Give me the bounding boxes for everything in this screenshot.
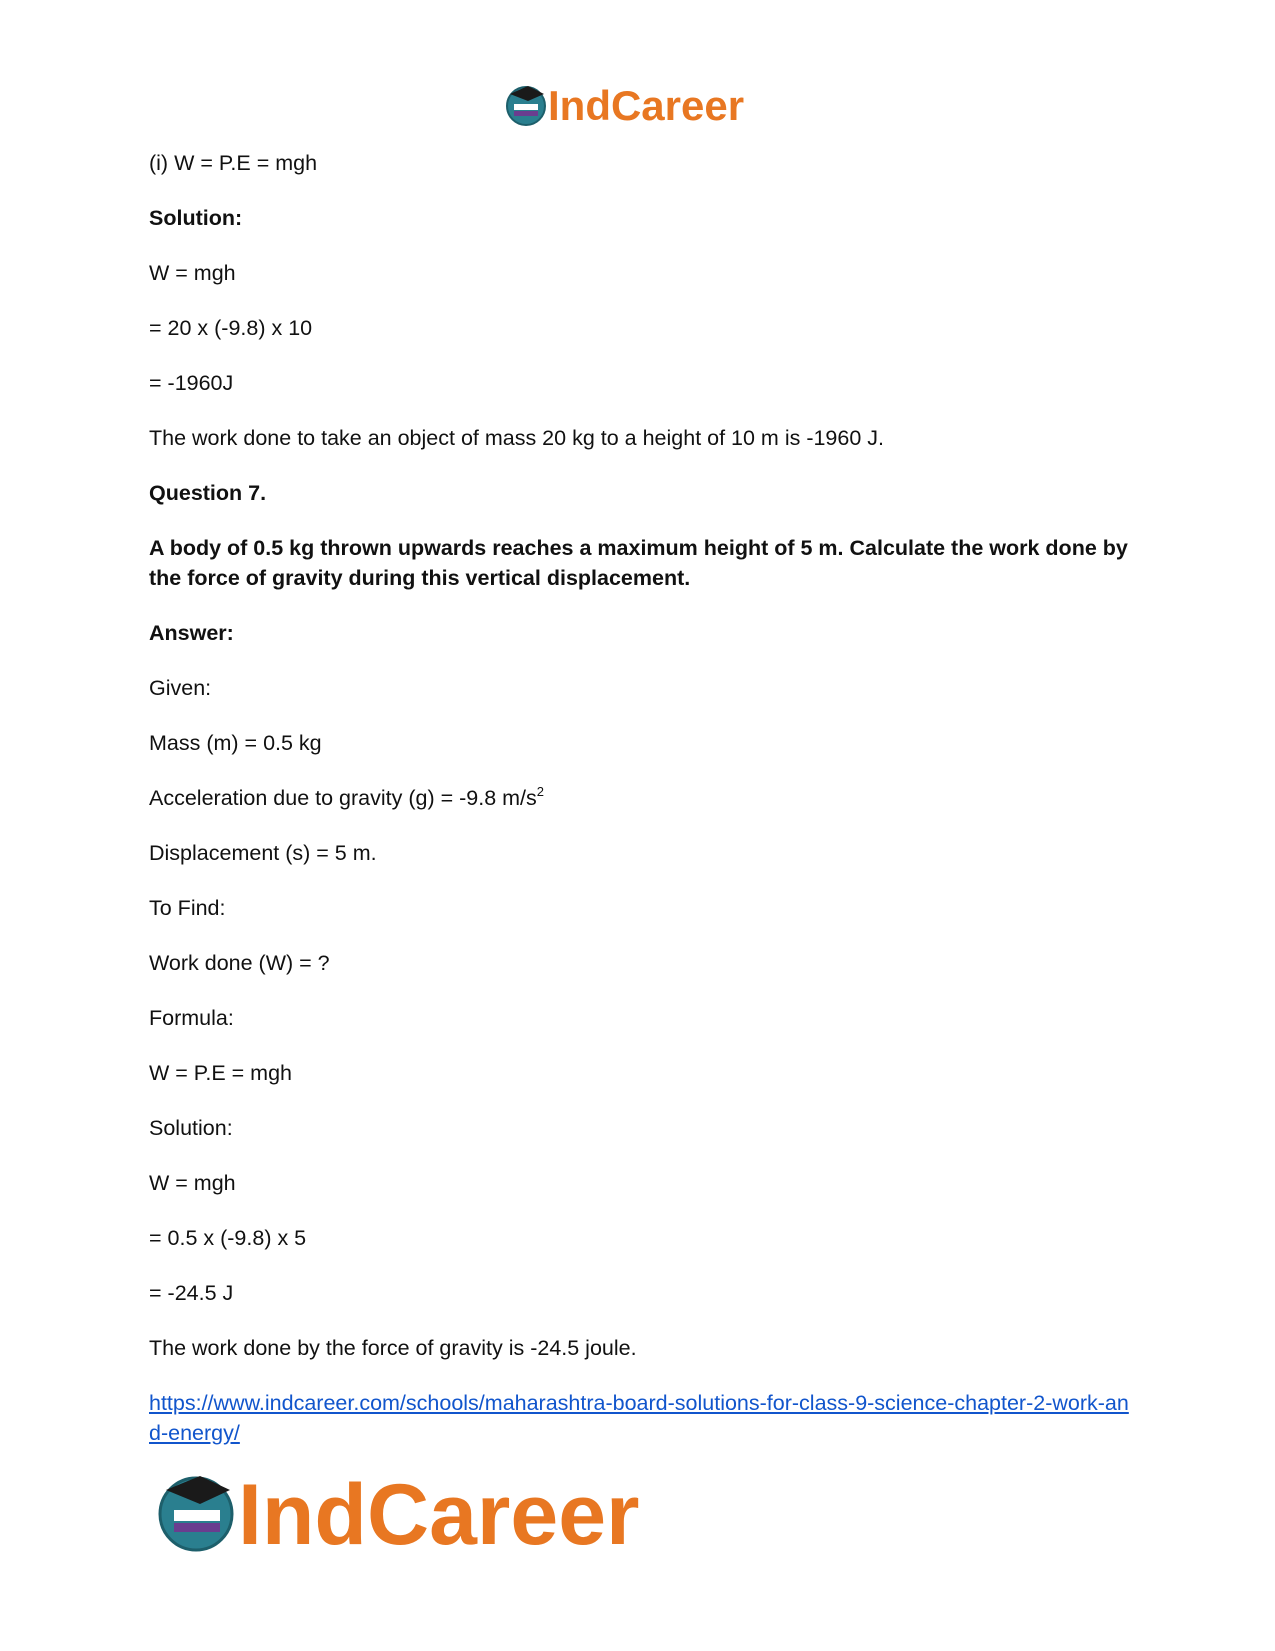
text-line	[149, 673, 1129, 703]
source-link-line	[149, 1388, 1129, 1448]
text-line-content: Question 7.	[149, 481, 267, 505]
text-line-content: = 0.5 x (-9.8) x 5	[149, 1226, 307, 1250]
text-line-content: A body of 0.5 kg thrown upwards reaches a maximum height of 5 m. Calculate the work done by the force of gravity during this vertical displacement.	[149, 536, 1128, 590]
text-line-content: Given:	[149, 676, 212, 700]
text-line	[149, 478, 1129, 508]
text-line-content: Mass (m) = 0.5 kg	[149, 731, 322, 755]
text-line-content: = 20 x (-9.8) x 10	[149, 316, 313, 340]
text-line	[149, 618, 1129, 648]
text-line	[149, 1278, 1129, 1308]
text-line	[149, 728, 1129, 758]
text-line-content: Answer:	[149, 621, 234, 645]
text-line	[149, 1333, 1129, 1363]
text-line-content: To Find:	[149, 896, 226, 920]
text-line	[149, 948, 1129, 978]
text-line	[149, 1003, 1129, 1033]
indcareer-logo-bottom	[158, 1466, 698, 1562]
text-line-content: = -1960J	[149, 371, 234, 395]
text-line	[149, 1058, 1129, 1088]
text-line-content: Solution:	[149, 206, 243, 230]
text-line	[149, 203, 1129, 233]
text-line	[149, 148, 1129, 178]
text-line-content: Work done (W) = ?	[149, 951, 330, 975]
text-line	[149, 533, 1129, 593]
logo-wordmark: IndCareer	[548, 82, 745, 128]
text-line	[149, 838, 1129, 868]
text-line-content: The work done to take an object of mass 20 kg to a height of 10 m is -1960 J.	[149, 426, 884, 450]
text-line-content: W = P.E = mgh	[149, 1061, 293, 1085]
superscript: 2	[536, 784, 545, 799]
text-line-content: W = mgh	[149, 1171, 236, 1195]
text-line	[149, 313, 1129, 343]
text-line-content: Formula:	[149, 1006, 234, 1030]
text-line-content: Displacement (s) = 5 m.	[149, 841, 377, 865]
text-line	[149, 423, 1129, 453]
text-line	[149, 1113, 1129, 1143]
text-line-content: Solution:	[149, 1116, 233, 1140]
text-line-content: Acceleration due to gravity (g) = -9.8 m/s	[149, 786, 537, 810]
text-line	[149, 368, 1129, 398]
graduation-globe-icon	[160, 1476, 232, 1550]
text-line-content: The work done by the force of gravity is -24.5 joule.	[149, 1336, 637, 1360]
text-line-content: (i) W = P.E = mgh	[149, 151, 318, 175]
text-line-content: W = mgh	[149, 261, 236, 285]
graduation-globe-icon	[507, 86, 545, 125]
text-line-content: = -24.5 J	[149, 1281, 234, 1305]
text-line	[149, 1223, 1129, 1253]
text-line	[149, 1168, 1129, 1198]
text-line	[149, 783, 1129, 813]
indcareer-logo-top	[504, 80, 774, 128]
text-line	[149, 258, 1129, 288]
text-line	[149, 893, 1129, 923]
document-body	[149, 148, 1129, 1473]
logo-wordmark: IndCareer	[238, 1467, 640, 1562]
source-link[interactable]: https://www.indcareer.com/schools/maharashtra-board-solutions-for-class-9-science-chapter-2-work-and-energy/	[149, 1391, 1129, 1445]
